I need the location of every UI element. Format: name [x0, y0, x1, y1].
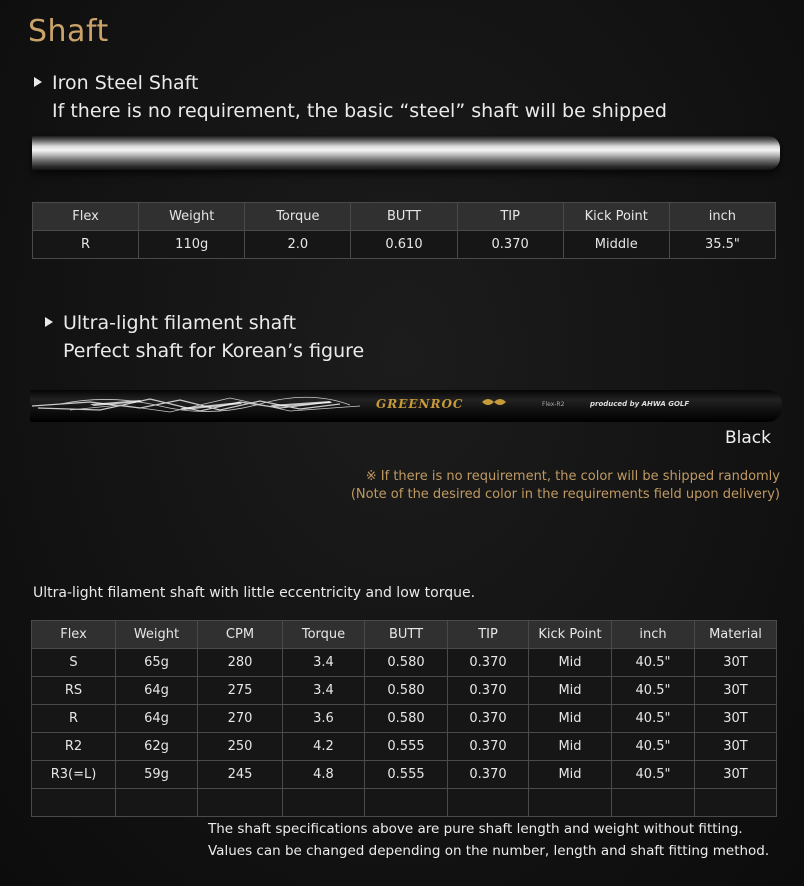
table-cell: 275 [198, 677, 283, 705]
table-cell: 0.610 [351, 231, 457, 259]
filament-table-body [32, 649, 777, 817]
table-cell: 245 [198, 761, 283, 789]
steel-heading-text: Iron Steel Shaft [52, 72, 199, 94]
table-cell: 30T [695, 677, 777, 705]
table-cell: 2.0 [245, 231, 351, 259]
table-row-empty [32, 789, 777, 817]
table-cell: 250 [198, 733, 283, 761]
table-cell: S [32, 649, 116, 677]
table-cell: 0.370 [448, 677, 529, 705]
table-cell: 270 [198, 705, 283, 733]
table-cell [116, 789, 198, 817]
steel-section-heading [34, 69, 667, 125]
table-cell: RS [32, 677, 116, 705]
table-cell: 40.5" [612, 677, 695, 705]
shaft-brand-logo: GREENROC [376, 397, 464, 411]
shaft-flex-mark: Flex-R2 [542, 401, 565, 408]
table-cell: 4.2 [283, 733, 365, 761]
table-cell: Mid [529, 649, 612, 677]
table-cell: 0.555 [365, 733, 448, 761]
header-material: Material [695, 621, 777, 649]
footer-note [208, 818, 769, 862]
table-cell: 65g [116, 649, 198, 677]
header-cpm: CPM [198, 621, 283, 649]
table-cell: 30T [695, 761, 777, 789]
steel-subheading: If there is no requirement, the basic “steel” shaft will be shipped [52, 100, 667, 122]
header-flex: Flex [32, 621, 116, 649]
table-cell: 0.370 [457, 231, 563, 259]
table-cell: 62g [116, 733, 198, 761]
table-cell [198, 789, 283, 817]
steel-shaft-image [32, 136, 780, 170]
note-line: (Note of the desired color in the requirements field upon delivery) [350, 487, 780, 502]
table-cell [448, 789, 529, 817]
table-cell: 0.370 [448, 761, 529, 789]
table-cell: 3.4 [283, 649, 365, 677]
header-torque: Torque [283, 621, 365, 649]
filament-subheading: Perfect shaft for Korean’s figure [63, 340, 365, 362]
table-cell: R [32, 705, 116, 733]
table-cell [612, 789, 695, 817]
table-cell [32, 789, 116, 817]
table-cell: R [33, 231, 139, 259]
table-header-row [33, 203, 776, 231]
table-cell [365, 789, 448, 817]
table-cell: 3.4 [283, 677, 365, 705]
header-kick-point: Kick Point [563, 203, 669, 231]
table-cell: 0.370 [448, 733, 529, 761]
color-label: Black [725, 428, 771, 448]
header-kick-point: Kick Point [529, 621, 612, 649]
header-tip: TIP [457, 203, 563, 231]
table-cell: R2 [32, 733, 116, 761]
header-flex: Flex [33, 203, 139, 231]
table-cell: 40.5" [612, 705, 695, 733]
shaft-maker-mark: produced by AHWA GOLF [590, 400, 690, 408]
table-cell: 0.370 [448, 649, 529, 677]
graphite-shaft-image [30, 390, 782, 422]
header-weight: Weight [116, 621, 198, 649]
table-cell: Middle [563, 231, 669, 259]
footer-line: The shaft specifications above are pure shaft length and weight without fitting. [208, 821, 743, 837]
header-butt: BUTT [351, 203, 457, 231]
table-cell: Mid [529, 705, 612, 733]
table-header-row [32, 621, 777, 649]
table-cell: 40.5" [612, 761, 695, 789]
table-cell: 30T [695, 649, 777, 677]
header-tip: TIP [448, 621, 529, 649]
filament-heading-text: Ultra-light filament shaft [63, 312, 297, 334]
table-cell: 0.580 [365, 649, 448, 677]
table-cell: Mid [529, 677, 612, 705]
filament-spec-table [31, 620, 777, 817]
table-cell: 40.5" [612, 733, 695, 761]
table-cell: 4.8 [283, 761, 365, 789]
table-row [32, 733, 777, 761]
table-cell: 40.5" [612, 649, 695, 677]
table-cell [283, 789, 365, 817]
table-cell: 0.580 [365, 705, 448, 733]
bullet-triangle-icon [34, 77, 42, 87]
header-inch: inch [612, 621, 695, 649]
table-cell [695, 789, 777, 817]
table-cell: 35.5" [669, 231, 775, 259]
table-row [32, 761, 777, 789]
table-cell: 30T [695, 705, 777, 733]
table-cell: Mid [529, 761, 612, 789]
table-cell: 0.555 [365, 761, 448, 789]
page-title: Shaft [28, 14, 109, 49]
footer-line: Values can be changed depending on the number, length and shaft fitting method. [208, 843, 770, 859]
filament-caption: Ultra-light filament shaft with little eccentricity and low torque. [33, 585, 476, 601]
header-torque: Torque [245, 203, 351, 231]
header-weight: Weight [139, 203, 245, 231]
steel-spec-table [32, 202, 776, 259]
table-cell: 0.580 [365, 677, 448, 705]
table-cell [529, 789, 612, 817]
table-row [32, 677, 777, 705]
note-line: ※ If there is no requirement, the color will be shipped randomly [365, 469, 780, 484]
table-cell: 3.6 [283, 705, 365, 733]
header-inch: inch [669, 203, 775, 231]
table-row [32, 649, 777, 677]
table-cell: 30T [695, 733, 777, 761]
table-row [33, 231, 776, 259]
color-note [351, 468, 780, 504]
table-cell: 0.370 [448, 705, 529, 733]
table-cell: 280 [198, 649, 283, 677]
table-cell: 59g [116, 761, 198, 789]
table-cell: Mid [529, 733, 612, 761]
filament-section-heading [45, 309, 364, 365]
table-cell: R3(=L) [32, 761, 116, 789]
table-cell: 64g [116, 705, 198, 733]
bullet-triangle-icon [45, 317, 53, 327]
table-row [32, 705, 777, 733]
header-butt: BUTT [365, 621, 448, 649]
table-cell: 64g [116, 677, 198, 705]
table-cell: 110g [139, 231, 245, 259]
